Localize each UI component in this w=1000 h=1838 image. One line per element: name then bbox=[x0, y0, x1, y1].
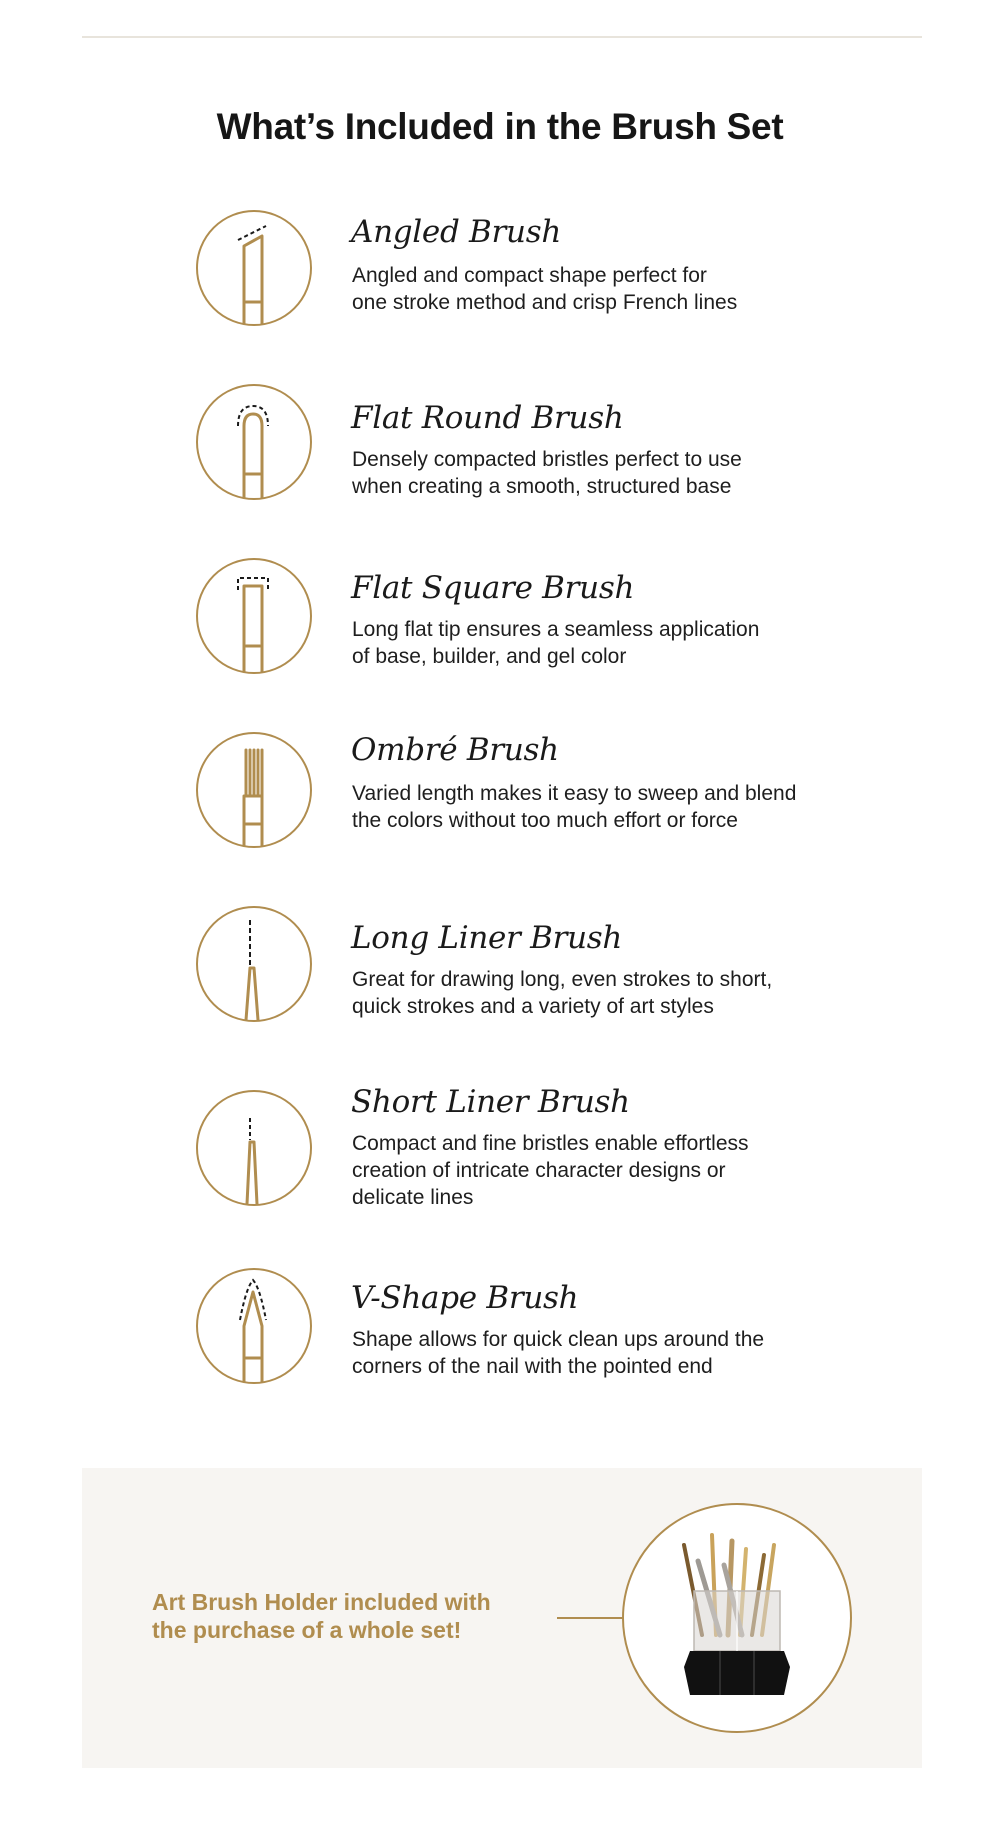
description-line: of base, builder, and gel color bbox=[352, 645, 627, 668]
description-line: the colors without too much effort or force bbox=[352, 809, 738, 832]
promo-text bbox=[152, 1588, 572, 1644]
description-line: when creating a smooth, structured base bbox=[352, 475, 732, 498]
v-shape-brush-icon bbox=[196, 1268, 312, 1384]
brush-name: Long Liner Brush bbox=[351, 920, 623, 956]
top-divider bbox=[82, 36, 922, 38]
brush-holder-promo bbox=[82, 1468, 922, 1768]
brush-description bbox=[352, 1130, 872, 1211]
long-liner-brush-icon bbox=[196, 906, 312, 1022]
brush-item-flat-round bbox=[196, 384, 916, 504]
brush-description bbox=[352, 446, 872, 500]
brush-description bbox=[352, 616, 872, 670]
page-title: What’s Included in the Brush Set bbox=[216, 106, 784, 147]
brush-name: Flat Round Brush bbox=[351, 400, 624, 436]
description-line: one stroke method and crisp French lines bbox=[352, 291, 738, 314]
ombre-brush-icon bbox=[196, 732, 312, 848]
connector-line bbox=[557, 1617, 629, 1619]
description-line: creation of intricate character designs or bbox=[352, 1159, 726, 1182]
brush-name: V-Shape Brush bbox=[351, 1280, 579, 1316]
brush-description bbox=[352, 1326, 872, 1380]
description-line: Angled and compact shape perfect for bbox=[352, 264, 707, 287]
brush-description bbox=[352, 966, 872, 1020]
brush-description bbox=[352, 780, 872, 834]
brush-name: Flat Square Brush bbox=[351, 570, 635, 606]
brush-item-long-liner bbox=[196, 906, 916, 1026]
brush-description bbox=[352, 262, 872, 316]
description-line: Shape allows for quick clean ups around the bbox=[352, 1328, 765, 1351]
description-line: corners of the nail with the pointed end bbox=[352, 1355, 713, 1378]
description-line: Compact and fine bristles enable effortless bbox=[352, 1132, 749, 1155]
brush-item-v-shape bbox=[196, 1268, 916, 1388]
description-line: quick strokes and a variety of art styles bbox=[352, 995, 714, 1018]
brush-item-flat-square bbox=[196, 558, 916, 678]
description-line: Great for drawing long, even strokes to short, bbox=[352, 968, 773, 991]
promo-line: Art Brush Holder included with bbox=[152, 1589, 491, 1615]
description-line: Long flat tip ensures a seamless application bbox=[352, 618, 760, 641]
description-line: delicate lines bbox=[352, 1186, 474, 1209]
flat-square-brush-icon bbox=[196, 558, 312, 674]
brush-name: Angled Brush bbox=[351, 214, 561, 250]
description-line: Varied length makes it easy to sweep and blend bbox=[352, 782, 797, 805]
angled-brush-icon bbox=[196, 210, 312, 326]
short-liner-brush-icon bbox=[196, 1090, 312, 1206]
brush-item-short-liner bbox=[196, 1084, 916, 1210]
description-line: Densely compacted bristles perfect to use bbox=[352, 448, 742, 471]
brush-item-ombre bbox=[196, 732, 916, 852]
flat-round-brush-icon bbox=[196, 384, 312, 500]
promo-line: the purchase of a whole set! bbox=[152, 1617, 462, 1643]
brush-holder-image bbox=[622, 1503, 852, 1733]
brush-item-angled bbox=[196, 210, 916, 330]
brush-name: Short Liner Brush bbox=[351, 1084, 630, 1120]
brush-name: Ombré Brush bbox=[351, 732, 559, 768]
